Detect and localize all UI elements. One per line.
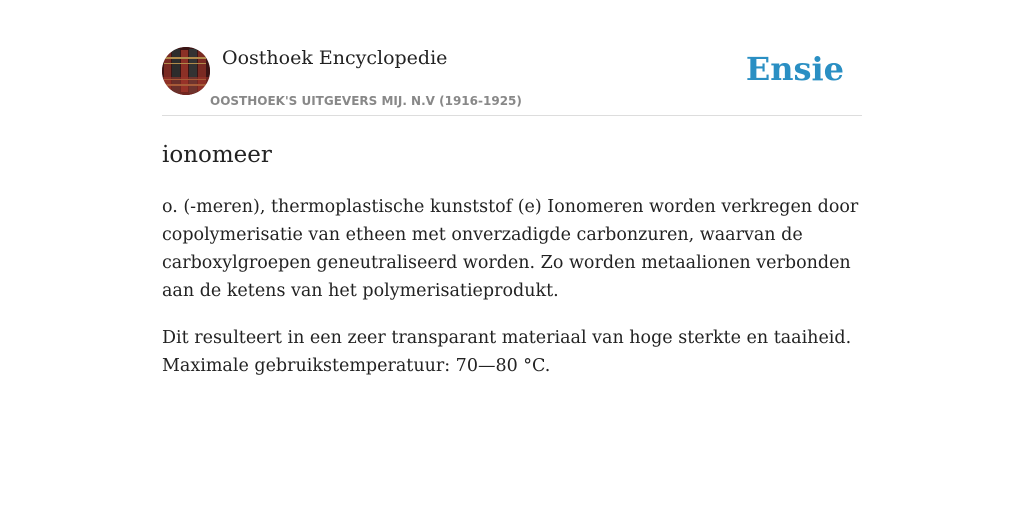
page-container (162, 0, 862, 380)
book-spines-avatar-icon[interactable] (162, 47, 210, 95)
book-spines-graphic (162, 47, 210, 95)
entry-title: ionomeer (162, 142, 272, 168)
entry-paragraph: Dit resulteert in een zeer transparant materiaal van hoge sterkte en taaiheid. Maximale gebruikstemperatuur: 70—80 °C. (162, 328, 852, 376)
entry-paragraph: o. (-meren), thermoplastische kunststof (e) Ionomeren worden verkregen door copolymerisatie van etheen met onverzadigde carbonzuren, waarvan de carboxylgroepen geneutraliseerd worden. Zo worden metaalionen verbonden aan de ketens van het polymerisatieprodukt. (162, 197, 859, 301)
source-header (162, 0, 862, 116)
source-name[interactable]: Oosthoek Encyclopedie (222, 47, 448, 69)
source-subtitle: OOSTHOEK'S UITGEVERS MIJ. N.V (1916-1925) (210, 94, 522, 108)
ensie-logo-link[interactable]: Ensie (745, 50, 844, 88)
